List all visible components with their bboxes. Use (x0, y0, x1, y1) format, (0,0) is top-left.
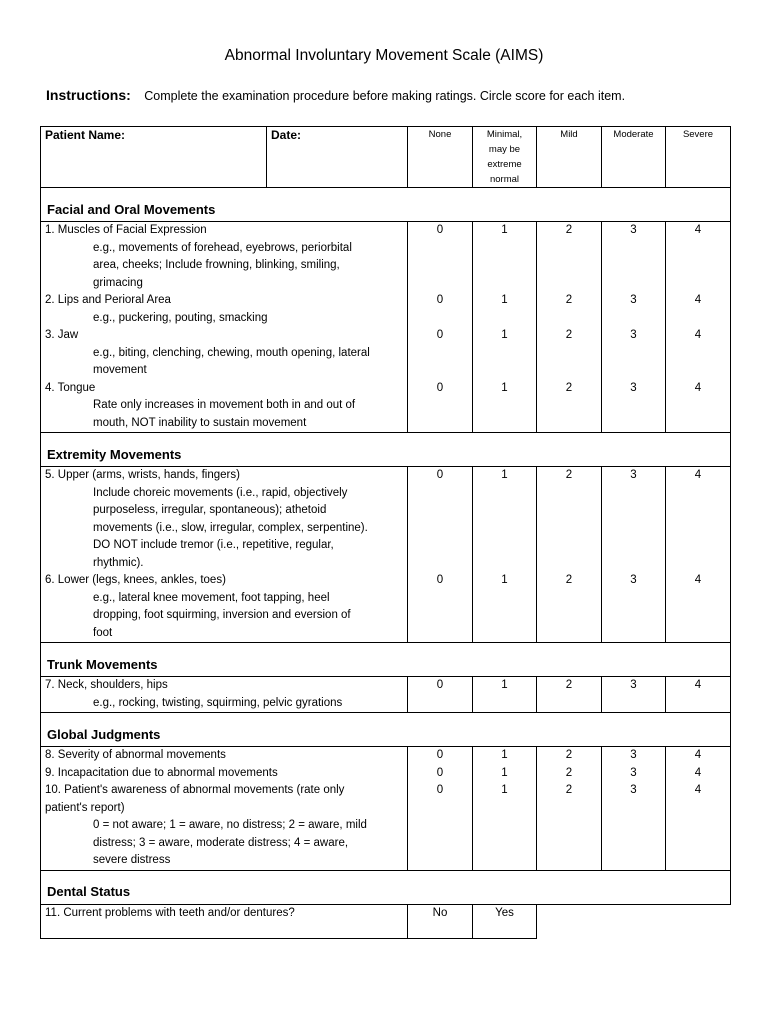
instructions-label: Instructions: (46, 87, 131, 103)
blank-cell (602, 904, 666, 938)
dental-no-option[interactable]: No (408, 904, 473, 938)
score-col-mild[interactable]: 2 2 (537, 467, 602, 643)
score-col-mild[interactable]: 2 2 2 (537, 747, 602, 871)
col-header-mild: Mild (537, 127, 602, 188)
instructions (46, 87, 625, 103)
blank-cell (537, 904, 602, 938)
col-header-minimal: Minimal, may be extreme normal (473, 127, 537, 188)
col-header-moderate: Moderate (602, 127, 666, 188)
score-col-severe[interactable]: 4 (666, 677, 731, 713)
section-global-header (41, 713, 731, 747)
score-col-severe[interactable]: 4 4 4 4 (666, 222, 731, 433)
score-col-none[interactable]: 0 0 (408, 467, 473, 643)
score-col-none[interactable]: 0 (408, 677, 473, 713)
blank-cell (666, 904, 731, 938)
score-col-minimal[interactable]: 1 1 1 (473, 747, 537, 871)
section-dental-items (41, 904, 731, 938)
section-dental-header (41, 870, 731, 904)
section-global-items (41, 747, 731, 871)
section-extremity-items (41, 467, 731, 643)
col-header-severe: Severe (666, 127, 731, 188)
section-extremity-header (41, 433, 731, 467)
score-col-minimal[interactable]: 1 1 1 1 (473, 222, 537, 433)
facial-items-text: 1. Muscles of Facial Expression e.g., movements of forehead, eyebrows, periorbital area, cheeks; Include frowning, blinking, smiling, grimacing 2. Lips and Perioral Area e.g., puckering, pouting, smacking 3. Jaw e.g., biting, clenching, chewing, mouth opening, lateral movement 4. Tongue Rate only increases in movement both in and out of mouth, NOT inability to sustain movement (41, 222, 408, 433)
instructions-text: Complete the examination procedure before making ratings. Circle score for each item. (144, 89, 626, 103)
section-title: Facial and Oral Movements (41, 188, 731, 222)
aims-table (40, 126, 731, 939)
score-col-mild[interactable]: 2 (537, 677, 602, 713)
score-col-moderate[interactable]: 3 3 3 3 (602, 222, 666, 433)
section-title: Trunk Movements (41, 643, 731, 677)
dental-item-text: 11. Current problems with teeth and/or dentures? (41, 904, 408, 938)
trunk-items-text: 7. Neck, shoulders, hips e.g., rocking, twisting, squirming, pelvic gyrations (41, 677, 408, 713)
score-col-moderate[interactable]: 3 (602, 677, 666, 713)
patient-name-field[interactable]: Patient Name: (41, 127, 267, 188)
section-trunk-items (41, 677, 731, 713)
score-col-moderate[interactable]: 3 3 3 (602, 747, 666, 871)
score-col-severe[interactable]: 4 4 (666, 467, 731, 643)
dental-yes-option[interactable]: Yes (473, 904, 537, 938)
section-title: Global Judgments (41, 713, 731, 747)
col-header-none: None (408, 127, 473, 188)
section-title: Extremity Movements (41, 433, 731, 467)
score-col-minimal[interactable]: 1 1 (473, 467, 537, 643)
global-items-text: 8. Severity of abnormal movements 9. Incapacitation due to abnormal movements 10. Patient's awareness of abnormal movements (rate only patient's report) 0 = not aware; 1 = aware, no distress; 2 = aware, mild distress; 3 = aware, moderate distress; 4 = aware, severe distress (41, 747, 408, 871)
extremity-items-text: 5. Upper (arms, wrists, hands, fingers) Include choreic movements (i.e., rapid, objectively purposeless, irregular, spontaneous); athetoid movements (i.e., slow, irregular, complex, serpentine). DO NOT include tremor (i.e., repetitive, regular, rhythmic). 6. Lower (legs, knees, ankles, toes) e.g., lateral knee movement, foot tapping, heel dropping, foot squirming, inversion and eversion of foot (41, 467, 408, 643)
score-col-minimal[interactable]: 1 (473, 677, 537, 713)
date-field[interactable]: Date: (267, 127, 408, 188)
score-col-mild[interactable]: 2 2 2 2 (537, 222, 602, 433)
section-trunk-header (41, 643, 731, 677)
score-col-moderate[interactable]: 3 3 (602, 467, 666, 643)
form-title: Abnormal Involuntary Movement Scale (AIMS) (224, 47, 544, 64)
score-col-none[interactable]: 0 0 0 (408, 747, 473, 871)
score-col-severe[interactable]: 4 4 4 (666, 747, 731, 871)
header-row (41, 127, 731, 188)
score-col-none[interactable]: 0 0 0 0 (408, 222, 473, 433)
section-facial-items (41, 222, 731, 433)
section-facial-header (41, 188, 731, 222)
section-title: Dental Status (41, 870, 731, 904)
